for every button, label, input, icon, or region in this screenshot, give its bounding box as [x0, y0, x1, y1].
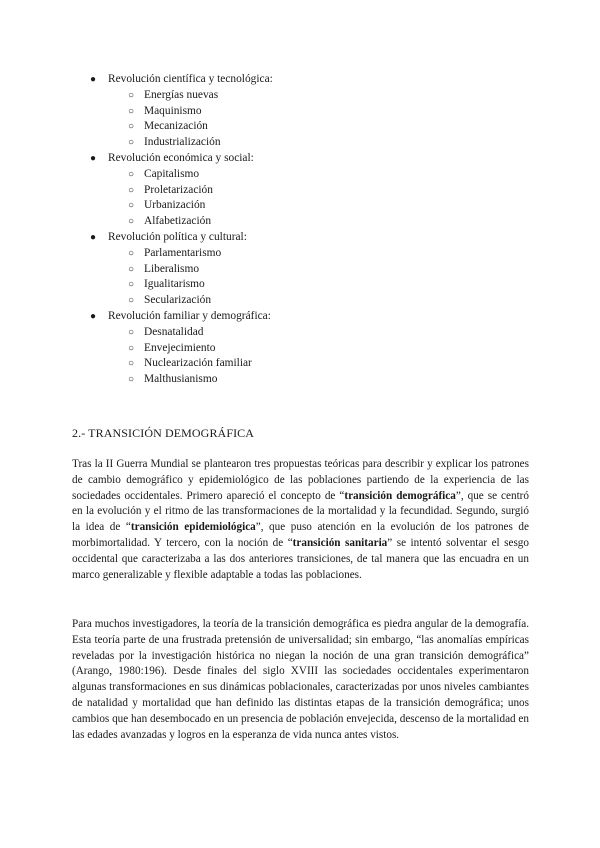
outline-subitem-label: Nuclearización familiar	[144, 357, 252, 370]
paragraph-text: ” se intentó solventar el sesgo occidental que caracterizaba a las dos anteriores transiciones, de tal manera que las encuadra en un marco generalizable y flexible adaptable a todas las poblaciones.	[72, 536, 529, 581]
bullet-hollow-icon: ○	[128, 137, 135, 149]
bullet-hollow-icon: ○	[128, 247, 135, 259]
bullet-hollow-icon: ○	[128, 326, 135, 338]
bullet-hollow-icon: ○	[128, 295, 135, 307]
outline-subitem	[0, 183, 600, 199]
outline-subitem-label: Liberalismo	[144, 262, 200, 275]
outline-subitem	[0, 104, 600, 120]
outline-item	[0, 72, 600, 88]
bullet-hollow-icon: ○	[128, 374, 135, 386]
bullet-hollow-icon: ○	[128, 200, 135, 212]
outline-item-label: Revolución económica y social:	[108, 151, 254, 164]
outline-subitem	[0, 325, 600, 341]
bullet-filled-icon: ●	[90, 231, 97, 243]
bullet-hollow-icon: ○	[128, 279, 135, 291]
revolution-outline	[0, 72, 600, 388]
paragraph-text: Tras la II Guerra Mundial se plantearon tres propuestas teóricas para describir y explicar los patrones de cambio demográfico y epidemiológico de las poblaciones partiendo de la experiencia de las sociedades occidentales. Primero apareció el concepto de “	[72, 458, 529, 502]
outline-subitem	[0, 372, 600, 388]
bullet-hollow-icon: ○	[128, 168, 135, 180]
outline-item	[0, 230, 600, 246]
outline-subitem-label: Desnatalidad	[144, 325, 204, 338]
section-heading: 2.- TRANSICIÓN DEMOGRÁFICA	[72, 426, 255, 440]
outline-subitem	[0, 246, 600, 262]
paragraph-text: ”, que puso atención en la evolución de los patrones de morbimortalidad. Y tercero, con la noción de “	[72, 521, 529, 549]
outline-subitem	[0, 341, 600, 357]
bullet-hollow-icon: ○	[128, 105, 135, 117]
outline-subitem-label: Igualitarismo	[144, 278, 205, 291]
outline-subitem	[0, 214, 600, 230]
outline-item-label: Revolución científica y tecnológica:	[108, 73, 273, 85]
outline-subitem-label: Envejecimiento	[144, 341, 216, 354]
outline-subitem-label: Malthusianismo	[144, 373, 218, 386]
bullet-hollow-icon: ○	[128, 358, 135, 370]
outline-subitem	[0, 198, 600, 214]
outline-subitem	[0, 167, 600, 183]
outline-subitem-label: Urbanización	[144, 199, 206, 212]
outline-subitem-label: Proletarización	[144, 183, 213, 196]
bullet-filled-icon: ●	[90, 152, 97, 164]
bullet-hollow-icon: ○	[128, 89, 135, 101]
paragraph-theory: Para muchos investigadores, la teoría de la transición demográfica es piedra angular de la demografía. Esta teoría parte de una frustrada pretensión de universalidad; sin embargo, “las anomalías empíricas reveladas por la investigación histórica no niegan la noción de una gran transición demográfica” (Arango, 1980:196). Desde finales del siglo XVIII las sociedades occidentales experimentaron algunas transformaciones en sus dinámicas poblacionales, caracterizadas por unos niveles cambiantes de natalidad y mortalidad que han definido las distintas etapas de la transición demográfica; unos cambios que han desembocado en un presencia de población envejecida, descenso de la mortalidad en las edades avanzadas y logros en la esperanza de vida nunca antes vistos.	[72, 618, 529, 741]
outline-subitem	[0, 293, 600, 309]
bullet-hollow-icon: ○	[128, 184, 135, 196]
bullet-hollow-icon: ○	[128, 216, 135, 228]
outline-subitem	[0, 135, 600, 151]
outline-item-label: Revolución política y cultural:	[108, 230, 247, 243]
outline-subitem	[0, 119, 600, 135]
outline-subitem-label: Secularización	[144, 294, 212, 307]
outline-subitem-label: Capitalismo	[144, 167, 200, 180]
outline-subitem	[0, 356, 600, 372]
outline-item	[0, 309, 600, 325]
outline-subitem-label: Energías nuevas	[144, 88, 219, 101]
outline-item-label: Revolución familiar y demográfica:	[108, 309, 271, 322]
bullet-hollow-icon: ○	[128, 342, 135, 354]
outline-subitem	[0, 262, 600, 278]
bold-term: transición demográfica	[344, 489, 456, 502]
paragraph-text: ”, que se centró en la evolución y el ritmo de las transformaciones de la mortalidad y la fecundidad. Segundo, surgió la idea de “	[72, 489, 530, 534]
bullet-filled-icon: ●	[90, 74, 97, 85]
paragraph-transitions	[72, 457, 529, 583]
outline-item	[0, 151, 600, 167]
outline-subitem-label: Parlamentarismo	[144, 246, 222, 259]
outline-subitem-label: Alfabetización	[144, 215, 212, 228]
outline-subitem	[0, 277, 600, 293]
outline-subitem-label: Mecanización	[144, 120, 208, 133]
outline-subitem	[0, 88, 600, 104]
bullet-hollow-icon: ○	[128, 263, 135, 275]
bold-term: transición epidemiológica	[130, 521, 256, 534]
bold-term: transición sanitaria	[292, 536, 388, 549]
bullet-filled-icon: ●	[90, 310, 97, 322]
outline-subitem-label: Maquinismo	[144, 104, 202, 117]
bullet-hollow-icon: ○	[128, 121, 135, 133]
outline-subitem-label: Industrialización	[144, 136, 221, 149]
